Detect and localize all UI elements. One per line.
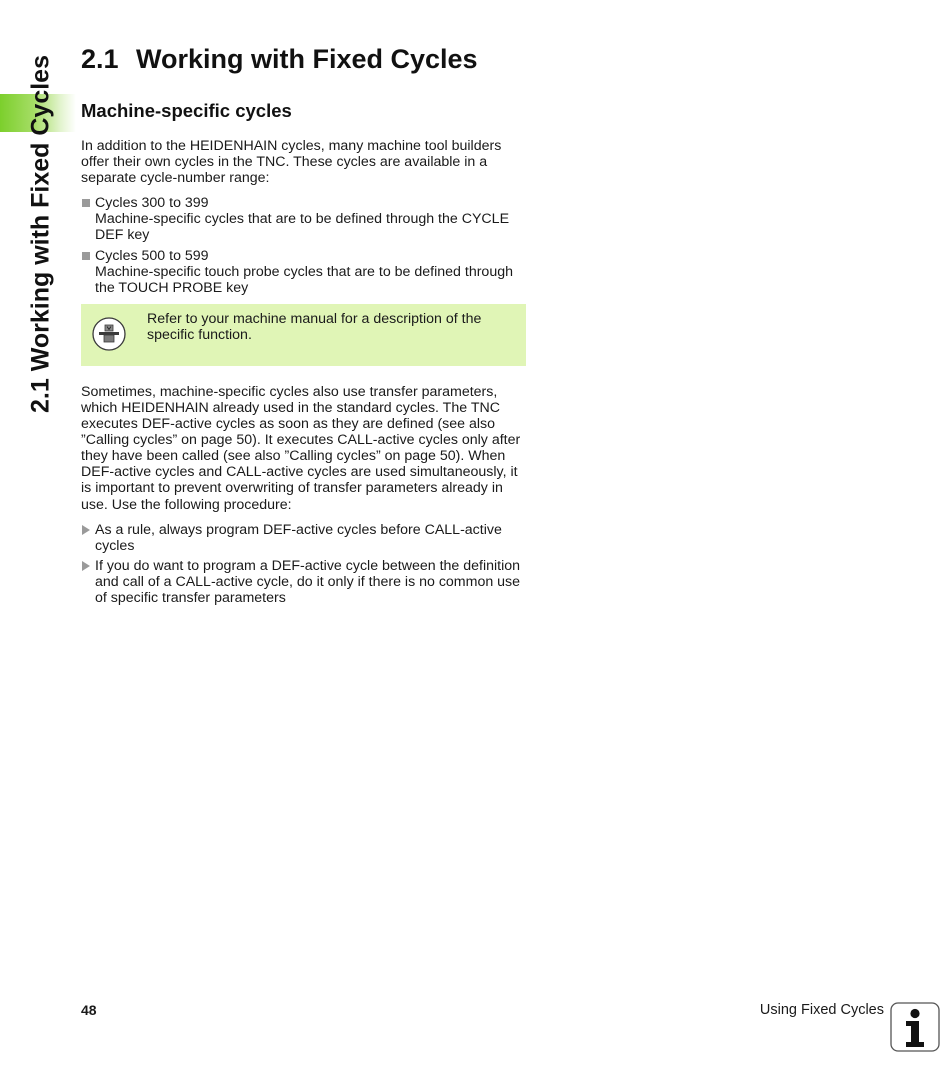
list-item	[81, 522, 526, 554]
transfer-parameters-paragraph: Sometimes, machine-specific cycles also use transfer parameters, which HEIDENHAIN already used in the standard cycles. The TNC executes DEF-active cycles as soon as they are defined (see also ”Calling cycles” on page 50). It executes CALL-active cycles only after they have been called (see also ”Calling cycles” on page 50). When DEF-active cycles and CALL-active cycles are used simultaneously, it is important to prevent overwriting of transfer parameters already in use. Use the following procedure:	[81, 383, 521, 513]
info-icon	[890, 1002, 940, 1052]
footer-title: Using Fixed Cycles	[759, 1002, 884, 1018]
section-title: Machine-specific cycles	[81, 100, 292, 121]
chapter-title	[81, 44, 478, 75]
page-number: 48	[81, 1002, 97, 1018]
procedure-step: If you do want to program a DEF-active cycle between the definition and call of a CALL-active cycle, do it only if there is no common use of specific transfer parameters	[95, 557, 521, 606]
procedure-step: As a rule, always program DEF-active cycles before CALL-active cycles	[95, 521, 502, 554]
triangle-bullet-icon	[82, 561, 90, 571]
list-item	[81, 248, 526, 296]
main-content	[81, 138, 526, 610]
triangle-bullet-icon	[82, 525, 90, 535]
machine-manual-icon	[92, 317, 126, 351]
side-chapter-title: 2.1 Working with Fixed Cycles	[26, 55, 55, 413]
chapter-title-text: Working with Fixed Cycles	[136, 44, 478, 74]
cycle-range-list	[81, 195, 526, 296]
procedure-list	[81, 522, 526, 606]
square-bullet-icon	[82, 199, 90, 207]
chapter-number: 2.1	[81, 44, 119, 74]
list-item	[81, 558, 526, 606]
square-bullet-icon	[82, 252, 90, 260]
cycle-range-description: Machine-specific touch probe cycles that are to be defined through the TOUCH PROBE key	[95, 263, 513, 296]
note-text: Refer to your machine manual for a description of the specific function.	[147, 310, 482, 343]
cycle-range: Cycles 500 to 599	[95, 247, 209, 264]
intro-paragraph: In addition to the HEIDENHAIN cycles, many machine tool builders offer their own cycles in the TNC. These cycles are available in a separate cycle-number range:	[81, 138, 502, 187]
cycle-range: Cycles 300 to 399	[95, 195, 209, 212]
machine-note-box	[81, 304, 526, 366]
list-item	[81, 195, 526, 243]
cycle-range-description: Machine-specific cycles that are to be defined through the CYCLE DEF key	[95, 211, 510, 244]
